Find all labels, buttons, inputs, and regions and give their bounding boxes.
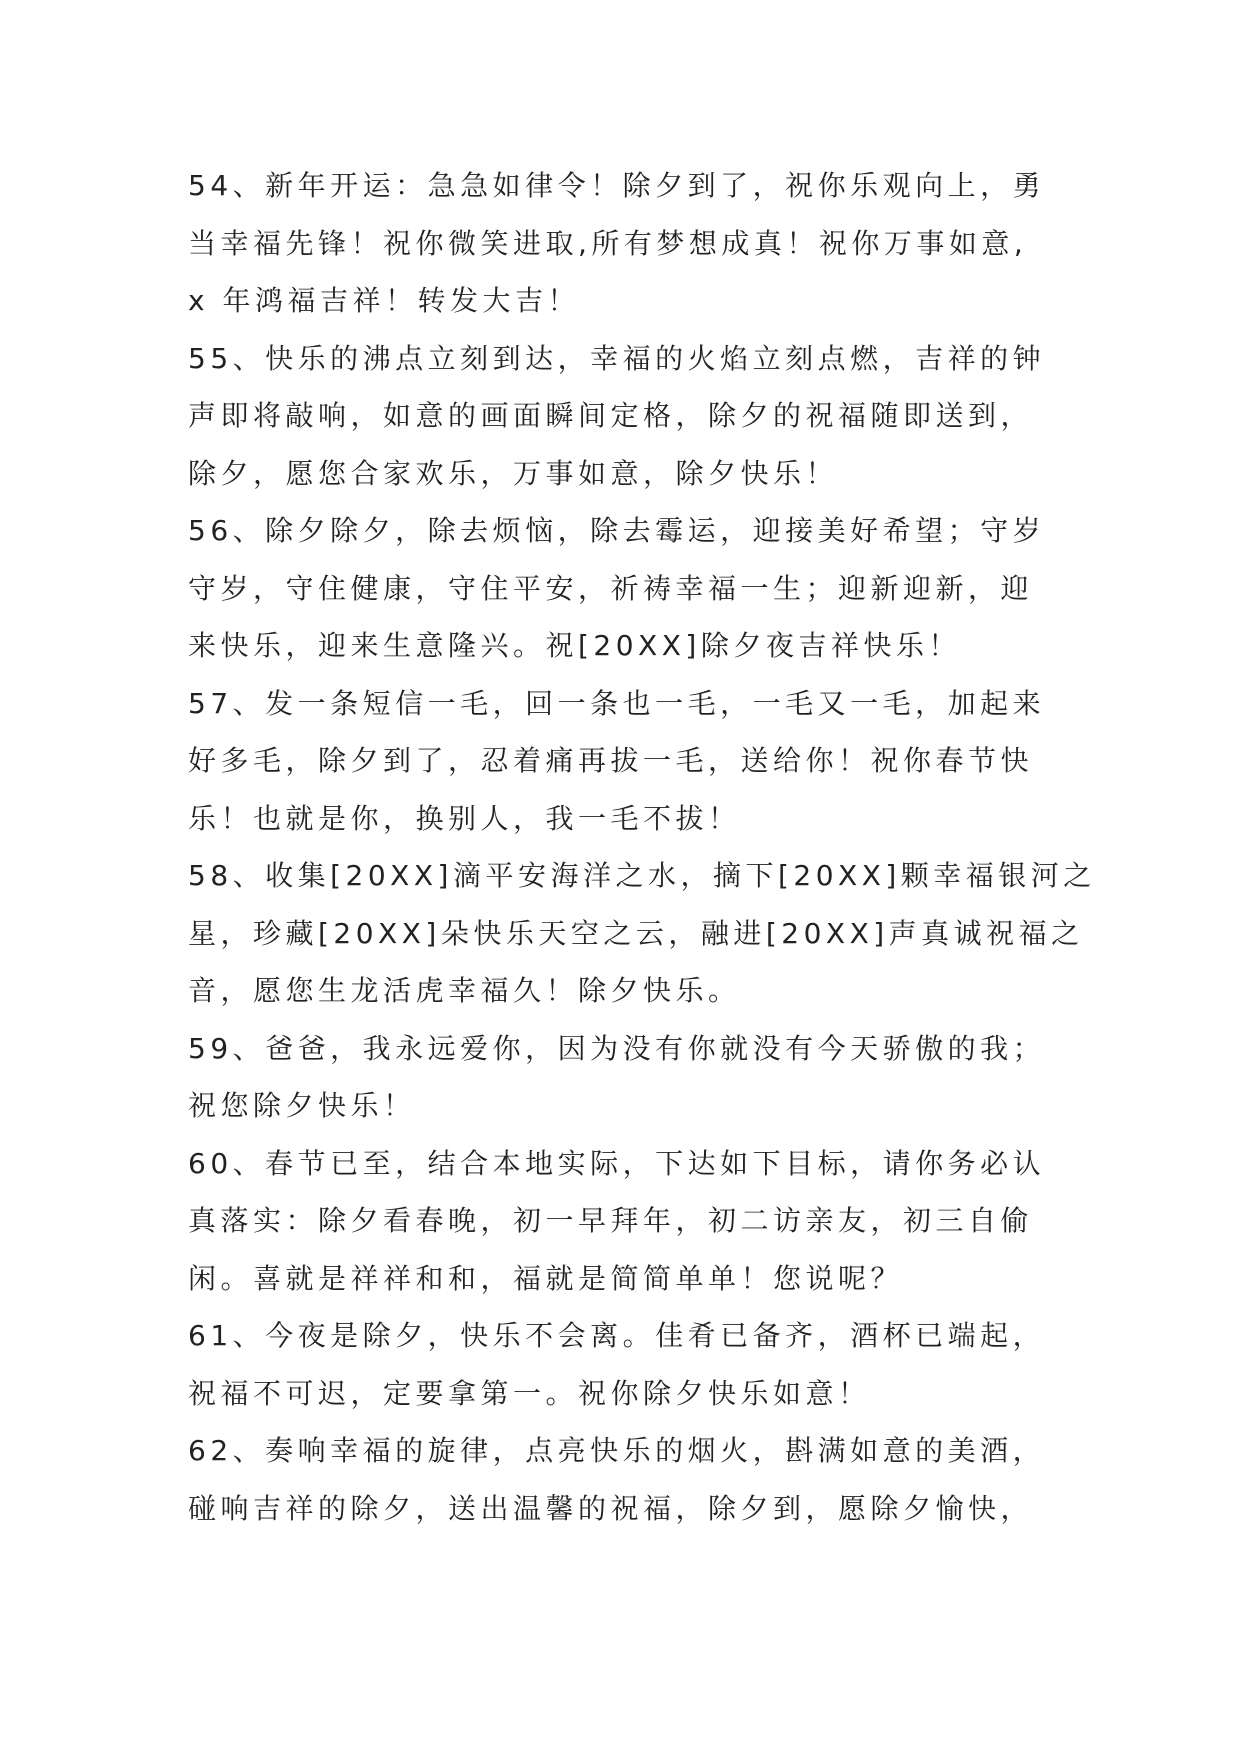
text-line: 59、爸爸，我永远爱你，因为没有你就没有今天骄傲的我；	[188, 1031, 1046, 1065]
text-line: 55、快乐的沸点立刻到达，幸福的火焰立刻点燃，吉祥的钟	[188, 341, 1046, 375]
text-line: 真落实：除夕看春晚，初一早拜年，初二访亲友，初三自偷	[188, 1204, 1034, 1237]
text-line: 守岁，守住健康，守住平安，祈祷幸福一生；迎新迎新，迎	[188, 571, 1034, 605]
text-line: 碰响吉祥的除夕，送出温馨的祝福，除夕到，愿除夕愉快，	[188, 1491, 1034, 1525]
text-line: 声即将敲响，如意的画面瞬间定格，除夕的祝福随即送到，	[188, 399, 1034, 432]
text-line: 好多毛，除夕到了，忍着痛再拔一毛，送给你！祝你春节快	[188, 744, 1034, 777]
text-line: 祝您除夕快乐！	[188, 1089, 416, 1122]
text-line: 58、收集[20XX]滴平安海洋之水，摘下[20XX]颗幸福银河之	[188, 859, 1096, 892]
text-line: 61、今夜是除夕，快乐不会离。佳肴已备齐，酒杯已端起，	[188, 1319, 1046, 1352]
text-line: 音，愿您生龙活虎幸福久！除夕快乐。	[188, 974, 741, 1007]
text-line: 除夕，愿您合家欢乐，万事如意，除夕快乐！	[188, 456, 839, 490]
text-line: 54、新年开运：急急如律令！除夕到了，祝你乐观向上，勇	[188, 169, 1046, 202]
text-line: 62、奏响幸福的旋律，点亮快乐的烟火，斟满如意的美酒，	[188, 1434, 1046, 1467]
document-body	[188, 157, 1096, 1537]
text-line: x 年鸿福吉祥！转发大吉！	[188, 284, 580, 317]
text-line: 闲。喜就是祥祥和和，福就是简简单单！您说呢？	[188, 1261, 904, 1295]
text-line: 来快乐，迎来生意隆兴。祝[20XX]除夕夜吉祥快乐！	[188, 629, 961, 662]
text-line: 祝福不可迟，定要拿第一。祝你除夕快乐如意！	[188, 1376, 871, 1410]
text-line: 56、除夕除夕，除去烦恼，除去霉运，迎接美好希望；守岁	[188, 514, 1046, 547]
text-line: 60、春节已至，结合本地实际，下达如下目标，请你务必认	[188, 1146, 1046, 1180]
text-line: 乐！也就是你，换别人，我一毛不拔！	[188, 801, 741, 835]
text-line: 57、发一条短信一毛，回一条也一毛，一毛又一毛，加起来	[188, 686, 1046, 720]
text-line: 当幸福先锋！祝你微笑进取,所有梦想成真！祝你万事如意,	[188, 226, 1028, 260]
text-line: 星，珍藏[20XX]朵快乐天空之云，融进[20XX]声真诚祝福之	[188, 916, 1084, 950]
